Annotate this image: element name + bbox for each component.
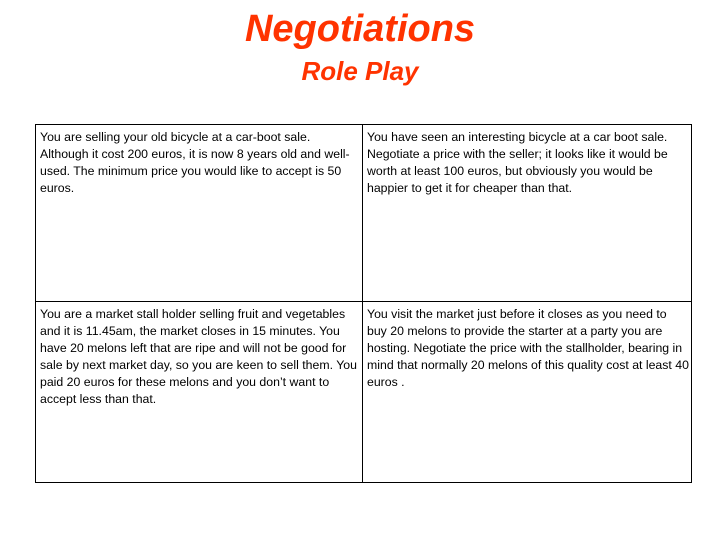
role-card-bicycle-seller bbox=[36, 125, 363, 302]
role-card-text: You are a market stall holder selling fruit and vegetables and it is 11.45am, the market closes in 15 minutes. You have 20 melons left that are ripe and will not be good for sale by next market day, so you are keen to sell them. You paid 20 euros for these melons and you don’t want to accept less than that. bbox=[40, 307, 357, 406]
role-card-text: You visit the market just before it closes as you need to buy 20 melons to provide the starter at a party you are hosting. Negotiate the price with the stallholder, bearing in mind that normally 20 melons of this quality cost at least 40 euros . bbox=[367, 307, 689, 389]
role-play-table bbox=[35, 124, 692, 483]
table-row bbox=[36, 125, 692, 302]
slide-title: Negotiations bbox=[244, 8, 476, 50]
role-card-bicycle-buyer bbox=[363, 125, 692, 302]
slide-subtitle: Role Play bbox=[301, 56, 419, 86]
table-row bbox=[36, 302, 692, 483]
role-card-melon-seller bbox=[36, 302, 363, 483]
role-card-text: You have seen an interesting bicycle at a car boot sale. Negotiate a price with the seller; it looks like it would be worth at least 100 euros, but obviously you would be happier to get it for cheaper than that. bbox=[367, 130, 668, 195]
role-card-text: You are selling your old bicycle at a car-boot sale. Although it cost 200 euros, it is now 8 years old and well-used. The minimum price you would like to accept is 50 euros. bbox=[40, 130, 350, 195]
role-card-melon-buyer bbox=[363, 302, 692, 483]
